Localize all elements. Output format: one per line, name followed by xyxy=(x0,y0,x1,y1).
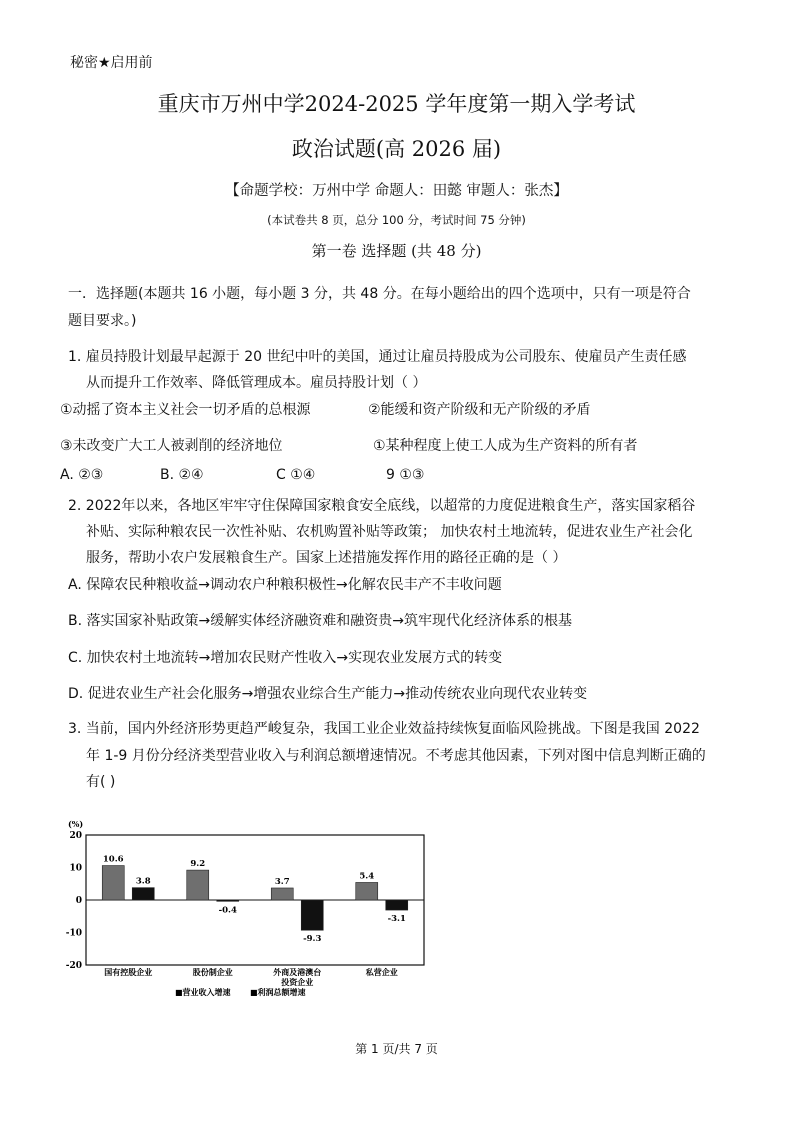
q1-statement-4: ①某种程度上使工人成为生产资料的所有者 xyxy=(373,438,638,454)
legend-profit: ■利润总额增速 xyxy=(250,987,306,997)
revenue-growth-bar xyxy=(187,870,209,900)
instructions-line-2: 题目要求。) xyxy=(68,313,137,329)
q2-option-b[interactable]: B. 落实国家补贴政策→缓解实体经济融资难和融资贵→筑牢现代化经济体系的根基 xyxy=(68,613,572,629)
y-tick-label: 10 xyxy=(69,863,82,874)
profit-growth-bar xyxy=(132,888,154,900)
x-category-label: 国有控股企业 xyxy=(104,967,153,977)
y-tick-label: 20 xyxy=(69,831,82,841)
revenue-growth-bar xyxy=(356,882,378,900)
x-category-label: 投资企业 xyxy=(281,977,314,987)
y-tick-label: 0 xyxy=(75,896,82,906)
y-tick-label: -20 xyxy=(65,961,82,971)
profit-growth-bar xyxy=(386,900,408,910)
authors-line: 【命题学校：万州中学 命题人：田懿 审题人：张杰】 xyxy=(225,183,568,199)
section-title: 第一卷 选择题 (共 48 分) xyxy=(311,242,482,260)
x-category-label: 私营企业 xyxy=(365,967,398,977)
q1-option-a[interactable]: A. ②③ xyxy=(60,467,104,483)
exam-title: 重庆市万州中学2024-2025 学年度第一期入学考试 xyxy=(157,92,636,116)
bar-data-label: -9.3 xyxy=(303,934,322,945)
profit-growth-bar xyxy=(301,900,323,930)
exam-note: (本试卷共 8 页，总分 100 分，考试时间 75 分钟) xyxy=(267,213,526,227)
revenue-growth-bar xyxy=(102,866,124,900)
confidential-mark: 秘密★启用前 xyxy=(70,55,153,71)
q3-stem-1: 3. 当前，国内外经济形势更趋严峻复杂，我国工业企业效益持续恢复面临风险挑战。下图是我国 2022 xyxy=(68,721,700,737)
q2-stem-1: 2. 2022年以来，各地区牢牢守住保障国家粮食安全底线，以超常的力度促进粮食生产，落实国家稻谷 xyxy=(68,498,696,514)
bar-data-label: 5.4 xyxy=(359,871,375,882)
q1-option-c[interactable]: C ①④ xyxy=(276,467,316,483)
instructions-line-1: 一．选择题(本题共 16 小题，每小题 3 分，共 48 分。在每小题给出的四个选项中，只有一项是符合 xyxy=(68,286,691,302)
bar-data-label: 3.8 xyxy=(135,876,151,887)
q1-statement-3: ③未改变广大工人被剥削的经济地位 xyxy=(60,438,283,454)
q1-statement-2: ②能缓和资产阶级和无产阶级的矛盾 xyxy=(368,402,591,418)
q1-option-b[interactable]: B. ②④ xyxy=(160,467,204,483)
bar-data-label: 3.7 xyxy=(274,876,290,887)
q2-option-a[interactable]: A. 保障农民种粮收益→调动农户种粮积极性→化解农民丰产不丰收问题 xyxy=(68,577,502,593)
page-number: 第 1 页/共 7 页 xyxy=(355,1042,438,1056)
bar-data-label: -0.4 xyxy=(218,905,237,916)
profit-growth-bar xyxy=(217,900,239,901)
q3-stem-3: 有( ) xyxy=(86,774,116,790)
x-category-label: 外商及港澳台 xyxy=(273,967,322,977)
exam-subtitle: 政治试题(高 2026 届) xyxy=(291,137,502,161)
q1-option-d[interactable]: 9 ①③ xyxy=(386,467,425,483)
chart-unit-label: (%) xyxy=(68,819,84,829)
q1-stem-1: 1. 雇员持股计划最早起源于 20 世纪中叶的美国，通过让雇员持股成为公司股东、使雇员产生责任感 xyxy=(68,349,687,365)
q3-stem-2: 年 1-9 月份分经济类型营业收入与利润总额增速情况。不考虑其他因素，下列对图中信息判断正确的 xyxy=(86,748,706,764)
x-category-label: 股份制企业 xyxy=(192,967,233,977)
y-tick-label: -10 xyxy=(65,928,82,939)
q2-stem-2: 补贴、实际种粮农民一次性补贴、农机购置补贴等政策； 加快农村土地流转，促进农业生产社会化 xyxy=(86,524,693,540)
legend-revenue: ■营业收入增速 xyxy=(175,987,231,997)
q2-stem-3: 服务，帮助小农户发展粮食生产。国家上述措施发挥作用的路径正确的是（ ） xyxy=(86,550,567,566)
q2-option-d[interactable]: D. 促进农业生产社会化服务→增强农业综合生产能力→推动传统农业向现代农业转变 xyxy=(68,686,588,702)
growth-bar-chart xyxy=(60,815,440,1005)
bar-data-label: -3.1 xyxy=(387,914,406,925)
bar-data-label: 9.2 xyxy=(190,859,206,870)
bar-data-label: 10.6 xyxy=(102,854,124,865)
revenue-growth-bar xyxy=(271,888,293,900)
q1-statement-1: ①动摇了资本主义社会一切矛盾的总根源 xyxy=(60,402,311,418)
q2-option-c[interactable]: C. 加快农村土地流转→增加农民财产性收入→实现农业发展方式的转变 xyxy=(68,650,503,666)
q1-stem-2: 从而提升工作效率、降低管理成本。雇员持股计划（ ） xyxy=(86,375,427,391)
